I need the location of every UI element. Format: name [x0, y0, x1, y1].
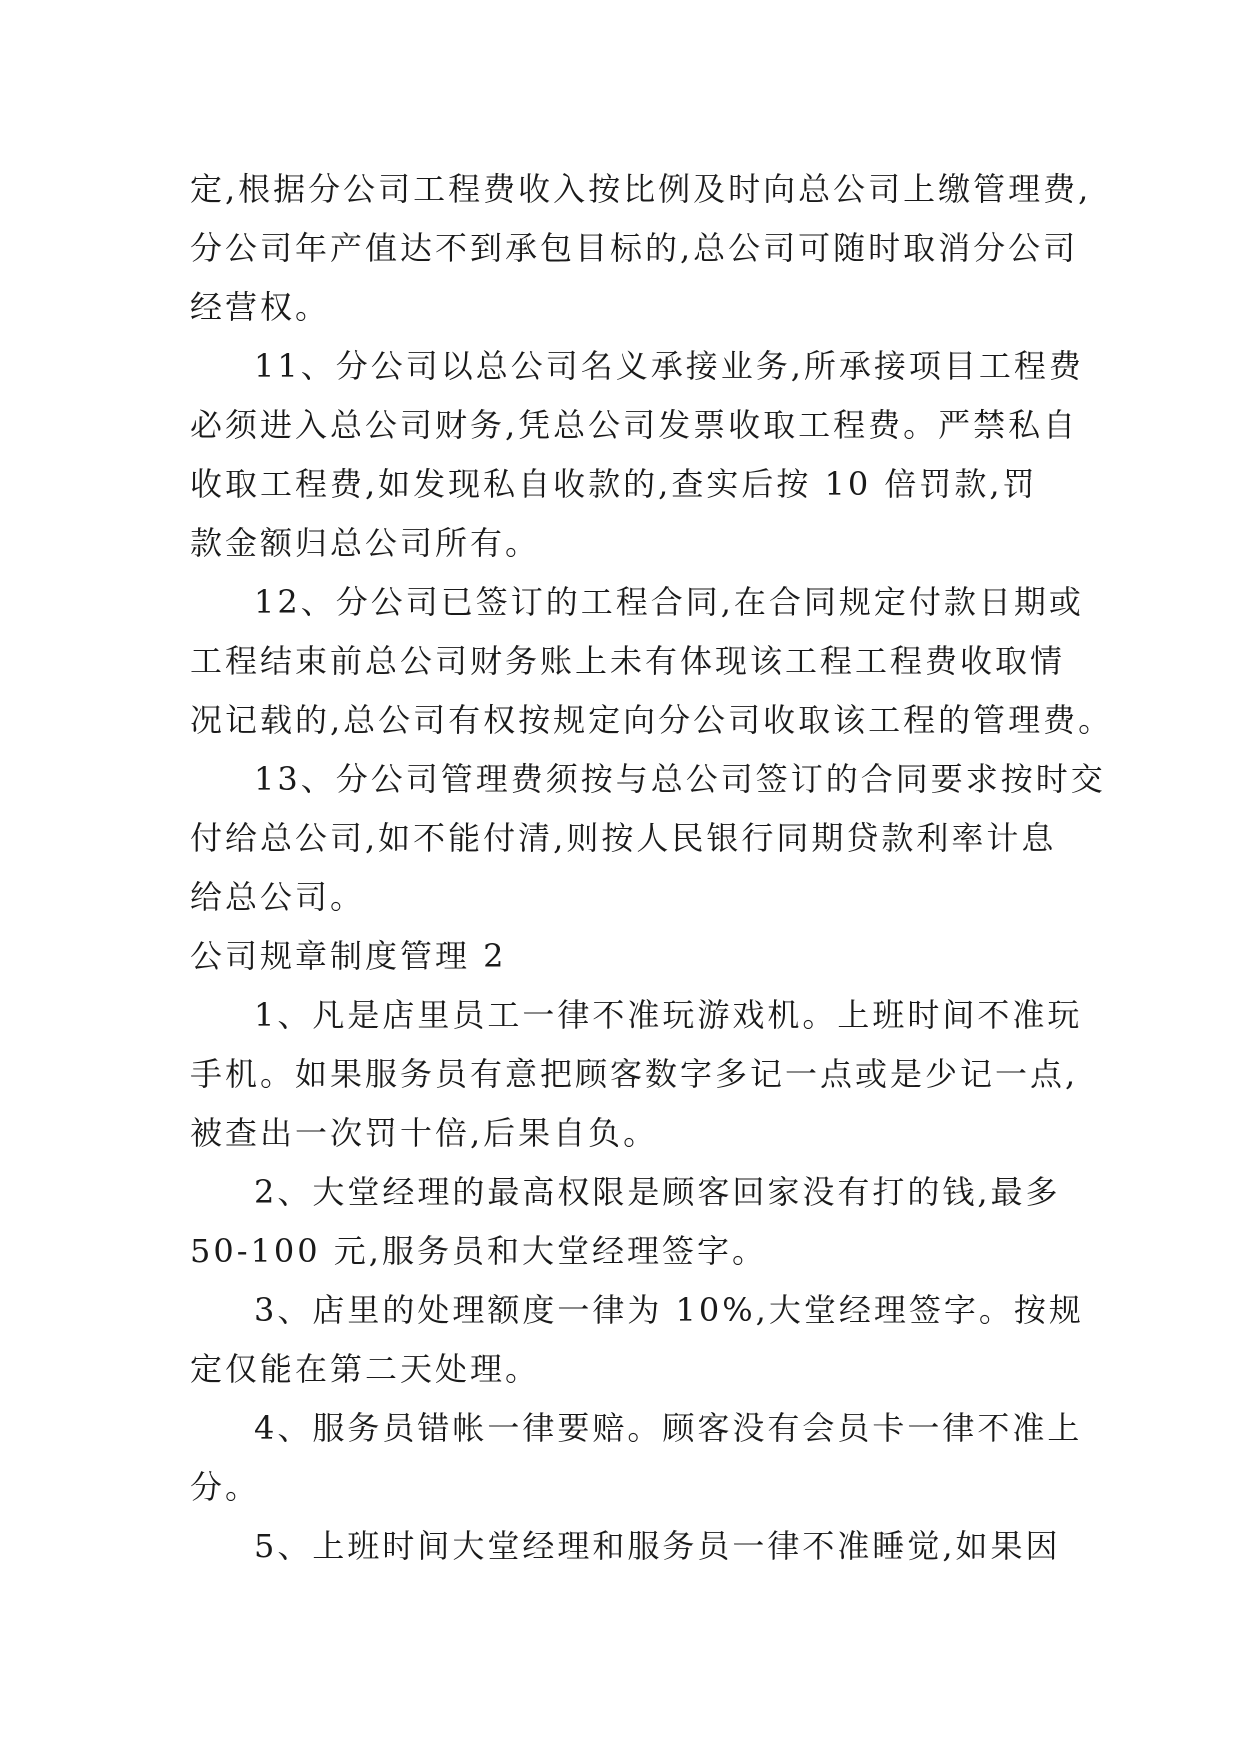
paragraph-item-11: [190, 337, 1090, 573]
text-line: 必须进入总公司财务,凭总公司发票收取工程费。严禁私自: [190, 406, 1079, 444]
text-line: 工程结束前总公司财务账上未有体现该工程工程费收取情: [190, 642, 1066, 680]
text-line: 付给总公司,如不能付清,则按人民银行同期贷款利率计息: [190, 819, 1057, 857]
paragraph-rule-3: [190, 1281, 1090, 1399]
text-line: 2、大堂经理的最高权限是顾客回家没有打的钱,最多: [254, 1173, 1061, 1211]
section-heading: 公司规章制度管理 2: [190, 937, 507, 975]
paragraph-rule-5: [190, 1517, 1090, 1576]
text-line: 被查出一次罚十倍,后果自负。: [190, 1114, 659, 1152]
text-line: 3、店里的处理额度一律为 10%,大堂经理签字。按规: [254, 1291, 1084, 1329]
text-line: 分。: [190, 1468, 261, 1506]
text-line: 4、服务员错帐一律要赔。顾客没有会员卡一律不准上: [254, 1409, 1083, 1447]
text-line: 分公司年产值达不到承包目标的,总公司可随时取消分公司: [190, 229, 1079, 267]
text-line: 5、上班时间大堂经理和服务员一律不准睡觉,如果因: [254, 1527, 1061, 1565]
document-body: [190, 160, 1114, 1576]
text-line: 13、分公司管理费须按与总公司签订的合同要求按时交: [254, 760, 1106, 798]
text-line: 手机。如果服务员有意把顾客数字多记一点或是少记一点,: [190, 1055, 1079, 1093]
paragraph-rule-2: [190, 1163, 1090, 1281]
text-line: 况记载的,总公司有权按规定向分公司收取该工程的管理费。: [190, 701, 1114, 739]
text-line: 12、分公司已签订的工程合同,在合同规定付款日期或: [254, 583, 1084, 621]
paragraph-item-13: [190, 750, 1106, 927]
paragraph-rule-4: [190, 1399, 1090, 1517]
text-line: 给总公司。: [190, 878, 366, 916]
text-line: 1、凡是店里员工一律不准玩游戏机。上班时间不准玩: [254, 996, 1083, 1034]
paragraph-continuation: [190, 160, 1090, 337]
text-line: 定仅能在第二天处理。: [190, 1350, 541, 1388]
text-line: 定,根据分公司工程费收入按比例及时向总公司上缴管理费,: [190, 170, 1092, 208]
text-line: 50-100 元,服务员和大堂经理签字。: [190, 1232, 767, 1270]
text-line: 款金额归总公司所有。: [190, 524, 541, 562]
paragraph-item-12: [190, 573, 1114, 750]
text-line: 11、分公司以总公司名义承接业务,所承接项目工程费: [254, 347, 1084, 385]
text-line: 经营权。: [190, 288, 331, 326]
text-line: 收取工程费,如发现私自收款的,查实后按 10 倍罚款,罚: [190, 465, 1038, 503]
paragraph-rule-1: [190, 986, 1090, 1163]
